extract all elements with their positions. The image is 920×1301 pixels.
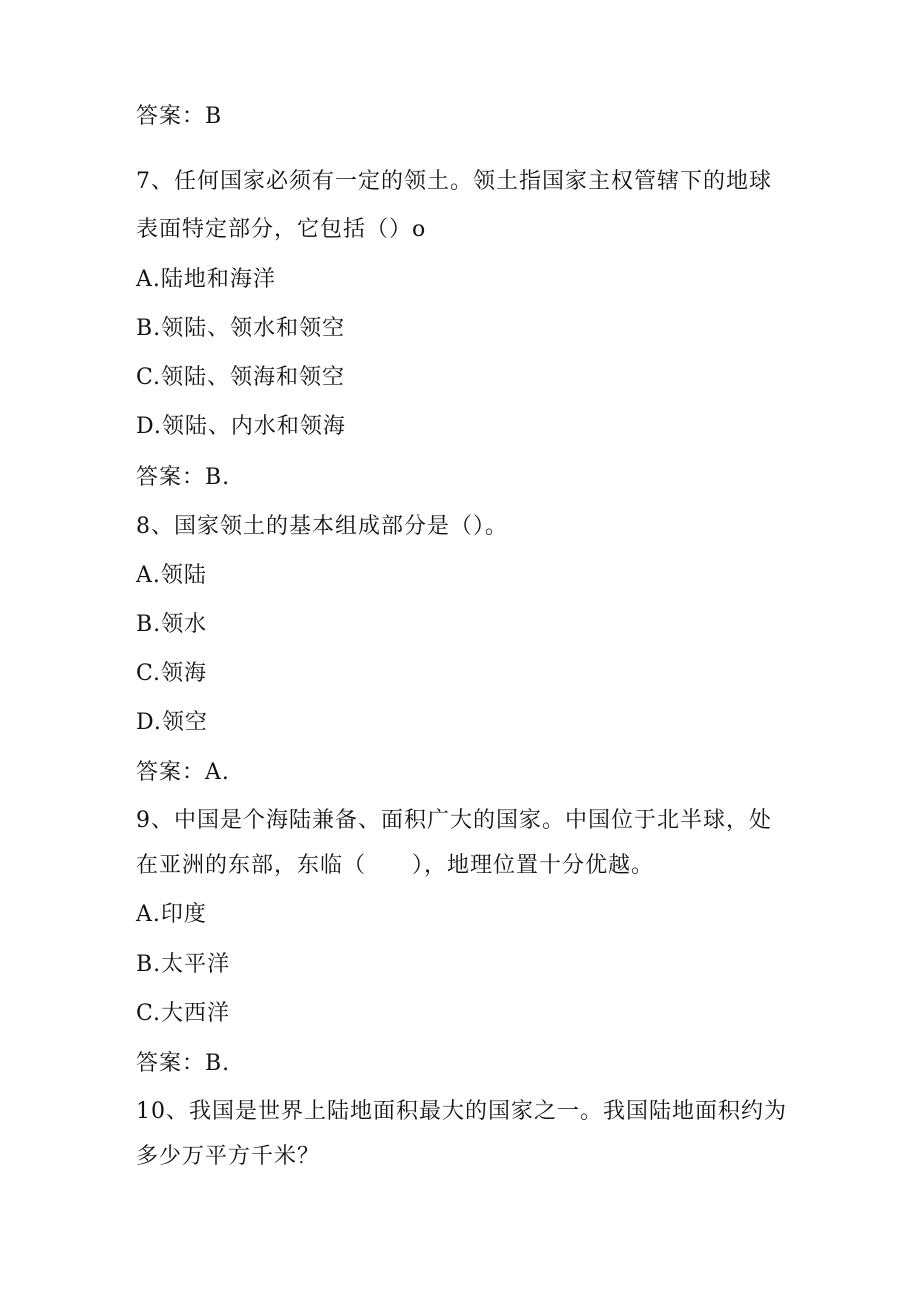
answer-line: 答案：B. [136, 1051, 231, 1076]
option-line: A.陆地和海洋 [136, 267, 276, 292]
option-line: C.大西洋 [136, 1001, 231, 1026]
question-7-line-1: 7、任何国家必须有一定的领土。领土指国家主权管辖下的地球 [136, 169, 772, 194]
option-line: D.领陆、内水和领海 [136, 414, 346, 439]
question-10-line-1: 10、我国是世界上陆地面积最大的国家之一。我国陆地面积约为 [136, 1099, 787, 1124]
answer-line: 答案：A. [136, 760, 230, 785]
question-9-line-2: 在亚洲的东部，东临（ ），地理位置十分优越。 [136, 853, 655, 878]
option-line: C.领海 [136, 661, 208, 686]
option-line: C.领陆、领海和领空 [136, 365, 346, 390]
answer-line: 答案：B [136, 104, 223, 129]
question-8-line-1: 8、国家领土的基本组成部分是（）。 [136, 514, 508, 539]
option-line: B.太平洋 [136, 952, 231, 977]
option-line: A.印度 [136, 902, 207, 927]
question-9-line-1: 9、中国是个海陆兼备、面积广大的国家。中国位于北半球，处 [136, 808, 772, 833]
option-line: B.领陆、领水和领空 [136, 316, 346, 341]
option-line: A.领陆 [136, 563, 207, 588]
option-line: B.领水 [136, 612, 208, 637]
answer-line: 答案：B. [136, 465, 231, 490]
option-line: D.领空 [136, 710, 208, 735]
question-7-line-2: 表面特定部分，它包括（）o [136, 217, 427, 242]
question-10-line-2: 多少万平方千米？ [136, 1144, 321, 1169]
